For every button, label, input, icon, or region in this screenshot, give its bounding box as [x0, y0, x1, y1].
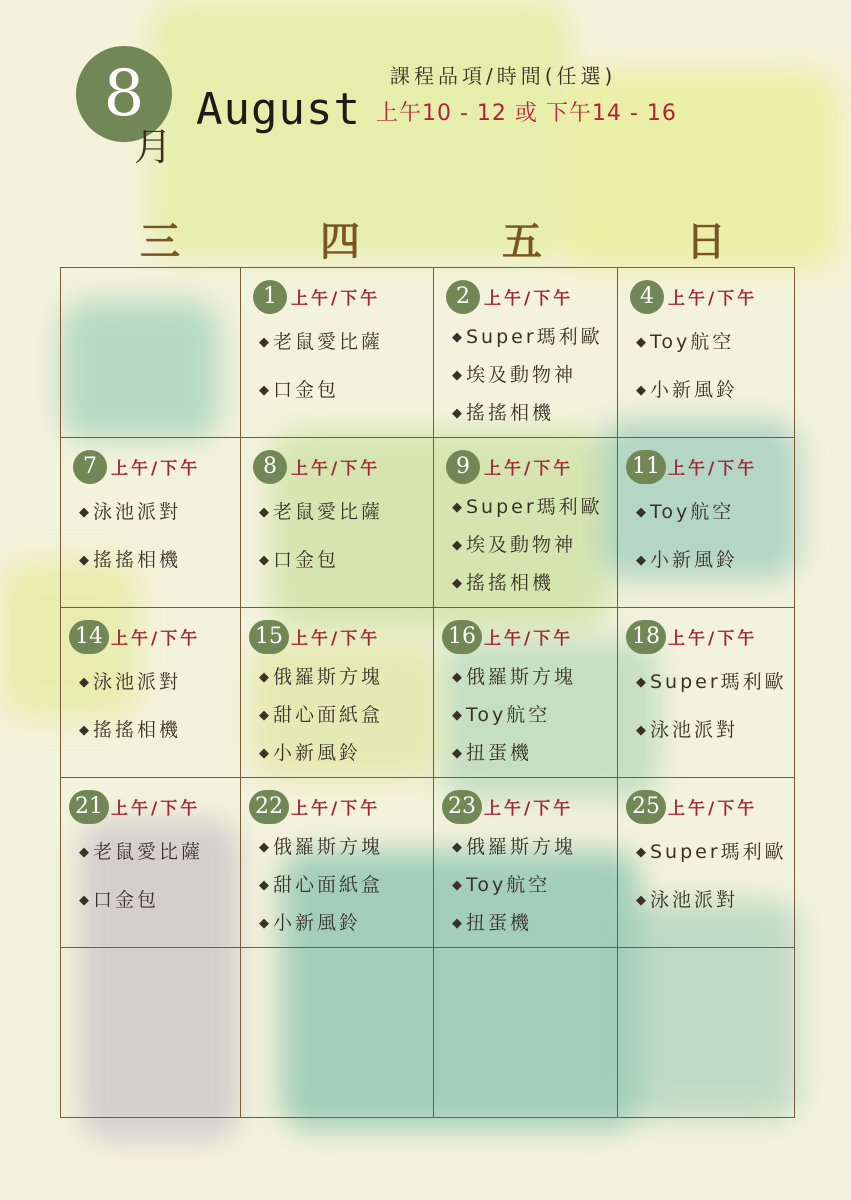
- course-name: Super瑪利歐: [466, 496, 603, 518]
- course-name: 扭蛋機: [466, 742, 533, 764]
- course-item[interactable]: [259, 734, 433, 772]
- course-list: [241, 318, 433, 414]
- day-header: [434, 608, 617, 658]
- day-header: [434, 438, 617, 488]
- calendar-day-cell[interactable]: [618, 778, 795, 948]
- diamond-bullet-icon: ◆: [452, 878, 462, 893]
- calendar-empty-cell: [618, 948, 795, 1118]
- course-name: Toy航空: [466, 704, 551, 726]
- calendar-day-cell[interactable]: [241, 438, 434, 608]
- day-number-badge: 11: [626, 450, 666, 484]
- course-item[interactable]: [79, 876, 240, 924]
- diamond-bullet-icon: ◆: [636, 553, 646, 568]
- course-item[interactable]: [452, 904, 617, 942]
- course-item[interactable]: [452, 828, 617, 866]
- course-item[interactable]: [452, 564, 617, 602]
- diamond-bullet-icon: ◆: [79, 553, 89, 568]
- course-name: Toy航空: [650, 331, 735, 353]
- diamond-bullet-icon: ◆: [79, 675, 89, 690]
- diamond-bullet-icon: ◆: [259, 916, 269, 931]
- course-list: [434, 318, 617, 432]
- course-name: 泳池派對: [93, 501, 182, 523]
- course-name: 小新風鈴: [273, 742, 362, 764]
- diamond-bullet-icon: ◆: [636, 675, 646, 690]
- diamond-bullet-icon: ◆: [452, 500, 462, 515]
- weekday-fri: 五: [502, 218, 542, 265]
- course-list: [241, 658, 433, 772]
- course-name: 俄羅斯方塊: [466, 836, 577, 858]
- month-number: 8: [103, 57, 145, 131]
- diamond-bullet-icon: ◆: [452, 576, 462, 591]
- course-title: 課程品項/時間(任選): [390, 64, 617, 88]
- course-name: Super瑪利歐: [650, 841, 787, 863]
- course-item[interactable]: [259, 828, 433, 866]
- session-label: 上午/下午: [484, 799, 574, 819]
- course-item[interactable]: [636, 366, 794, 414]
- day-number-badge: 14: [69, 620, 109, 654]
- course-list: [618, 828, 794, 924]
- course-list: [618, 318, 794, 414]
- course-item[interactable]: [636, 706, 794, 754]
- course-name: 埃及動物神: [466, 534, 577, 556]
- course-name: 搖搖相機: [93, 549, 182, 571]
- day-header: [618, 268, 794, 318]
- calendar-day-cell[interactable]: [241, 608, 434, 778]
- course-name: 俄羅斯方塊: [466, 666, 577, 688]
- course-list: [241, 488, 433, 584]
- day-number-badge: 25: [626, 790, 666, 824]
- diamond-bullet-icon: ◆: [259, 878, 269, 893]
- course-list: [618, 488, 794, 584]
- calendar-grid: [60, 267, 795, 1118]
- diamond-bullet-icon: ◆: [452, 916, 462, 931]
- diamond-bullet-icon: ◆: [636, 505, 646, 520]
- course-item[interactable]: [452, 394, 617, 432]
- session-label: 上午/下午: [111, 629, 201, 649]
- diamond-bullet-icon: ◆: [452, 538, 462, 553]
- weekday-thu: 四: [320, 218, 360, 265]
- day-number-badge: 8: [253, 450, 287, 484]
- course-item[interactable]: [259, 904, 433, 942]
- course-name: 口金包: [273, 549, 340, 571]
- session-label: 上午/下午: [291, 799, 381, 819]
- course-name: 俄羅斯方塊: [273, 666, 384, 688]
- course-item[interactable]: [452, 658, 617, 696]
- course-item[interactable]: [259, 536, 433, 584]
- diamond-bullet-icon: ◆: [259, 505, 269, 520]
- calendar-day-cell[interactable]: [434, 778, 618, 948]
- course-name: 泳池派對: [650, 719, 739, 741]
- day-number-badge: 22: [249, 790, 289, 824]
- session-label: 上午/下午: [668, 289, 758, 309]
- calendar-day-cell[interactable]: [618, 608, 795, 778]
- course-name: 小新風鈴: [273, 912, 362, 934]
- course-item[interactable]: [636, 876, 794, 924]
- weekday-sun: 日: [686, 218, 726, 265]
- day-header: [241, 608, 433, 658]
- course-list: [434, 828, 617, 942]
- day-header: [434, 778, 617, 828]
- course-name: 埃及動物神: [466, 364, 577, 386]
- calendar-week-row: [61, 268, 795, 438]
- course-item[interactable]: [452, 526, 617, 564]
- course-name: Super瑪利歐: [650, 671, 787, 693]
- course-item[interactable]: [452, 696, 617, 734]
- diamond-bullet-icon: ◆: [636, 723, 646, 738]
- diamond-bullet-icon: ◆: [79, 505, 89, 520]
- course-item[interactable]: [79, 706, 240, 754]
- diamond-bullet-icon: ◆: [79, 845, 89, 860]
- course-item[interactable]: [79, 828, 240, 876]
- course-item[interactable]: [79, 488, 240, 536]
- diamond-bullet-icon: ◆: [452, 670, 462, 685]
- course-item[interactable]: [452, 866, 617, 904]
- day-header: [61, 608, 240, 658]
- diamond-bullet-icon: ◆: [636, 383, 646, 398]
- course-item[interactable]: [259, 318, 433, 366]
- session-label: 上午/下午: [291, 289, 381, 309]
- course-item[interactable]: [452, 318, 617, 356]
- course-name: 搖搖相機: [466, 402, 555, 424]
- course-item[interactable]: [259, 658, 433, 696]
- course-item[interactable]: [259, 366, 433, 414]
- diamond-bullet-icon: ◆: [452, 840, 462, 855]
- course-name: 甜心面紙盒: [273, 704, 384, 726]
- course-item[interactable]: [452, 356, 617, 394]
- calendar-week-row: [61, 948, 795, 1118]
- diamond-bullet-icon: ◆: [79, 723, 89, 738]
- course-list: [618, 658, 794, 754]
- course-item[interactable]: [636, 488, 794, 536]
- calendar-empty-cell: [61, 948, 241, 1118]
- course-name: Toy航空: [466, 874, 551, 896]
- course-name: Super瑪利歐: [466, 326, 603, 348]
- calendar-day-cell[interactable]: [241, 778, 434, 948]
- diamond-bullet-icon: ◆: [452, 708, 462, 723]
- session-label: 上午/下午: [111, 799, 201, 819]
- diamond-bullet-icon: ◆: [259, 840, 269, 855]
- course-list: [241, 828, 433, 942]
- course-name: 泳池派對: [650, 889, 739, 911]
- course-list: [434, 488, 617, 602]
- weekday-row: [60, 210, 794, 265]
- day-header: [618, 778, 794, 828]
- diamond-bullet-icon: ◆: [259, 708, 269, 723]
- calendar-day-cell[interactable]: [434, 268, 618, 438]
- day-header: [61, 438, 240, 488]
- diamond-bullet-icon: ◆: [636, 845, 646, 860]
- day-header: [61, 778, 240, 828]
- course-list: [434, 658, 617, 772]
- diamond-bullet-icon: ◆: [259, 670, 269, 685]
- day-number-badge: 1: [253, 280, 287, 314]
- course-name: 俄羅斯方塊: [273, 836, 384, 858]
- day-header: [618, 608, 794, 658]
- day-header: [241, 438, 433, 488]
- course-item[interactable]: [452, 734, 617, 772]
- diamond-bullet-icon: ◆: [452, 746, 462, 761]
- day-number-badge: 21: [69, 790, 109, 824]
- day-number-badge: 23: [442, 790, 482, 824]
- course-name: 扭蛋機: [466, 912, 533, 934]
- calendar-day-cell[interactable]: [61, 778, 241, 948]
- day-number-badge: 15: [249, 620, 289, 654]
- session-label: 上午/下午: [668, 629, 758, 649]
- course-item[interactable]: [79, 658, 240, 706]
- calendar-day-cell[interactable]: [618, 268, 795, 438]
- calendar-week-row: [61, 438, 795, 608]
- day-number-badge: 16: [442, 620, 482, 654]
- calendar-day-cell[interactable]: [241, 268, 434, 438]
- course-name: 泳池派對: [93, 671, 182, 693]
- day-number-badge: 9: [446, 450, 480, 484]
- day-number-badge: 4: [630, 280, 664, 314]
- course-item[interactable]: [636, 658, 794, 706]
- session-label: 上午/下午: [484, 289, 574, 309]
- course-list: [61, 828, 240, 924]
- calendar-week-row: [61, 608, 795, 778]
- course-name: 甜心面紙盒: [273, 874, 384, 896]
- course-name: 搖搖相機: [93, 719, 182, 741]
- calendar-day-cell[interactable]: [434, 608, 618, 778]
- course-item[interactable]: [259, 866, 433, 904]
- course-item[interactable]: [636, 828, 794, 876]
- session-label: 上午/下午: [484, 629, 574, 649]
- session-label: 上午/下午: [291, 459, 381, 479]
- session-label: 上午/下午: [111, 459, 201, 479]
- diamond-bullet-icon: ◆: [259, 553, 269, 568]
- day-number-badge: 18: [626, 620, 666, 654]
- day-number-badge: 2: [446, 280, 480, 314]
- course-name: 小新風鈴: [650, 379, 739, 401]
- calendar-day-cell[interactable]: [434, 438, 618, 608]
- day-number-badge: 7: [73, 450, 107, 484]
- course-name: Toy航空: [650, 501, 735, 523]
- calendar-day-cell[interactable]: [61, 608, 241, 778]
- calendar-day-cell[interactable]: [618, 438, 795, 608]
- course-name: 口金包: [273, 379, 340, 401]
- weekday-wed: 三: [140, 218, 180, 265]
- course-item[interactable]: [259, 488, 433, 536]
- diamond-bullet-icon: ◆: [452, 330, 462, 345]
- diamond-bullet-icon: ◆: [452, 406, 462, 421]
- diamond-bullet-icon: ◆: [79, 893, 89, 908]
- course-name: 老鼠愛比薩: [93, 841, 204, 863]
- calendar-day-cell[interactable]: [61, 438, 241, 608]
- course-name: 老鼠愛比薩: [273, 501, 384, 523]
- month-name: August: [196, 84, 361, 135]
- diamond-bullet-icon: ◆: [259, 335, 269, 350]
- course-item[interactable]: [259, 696, 433, 734]
- course-name: 搖搖相機: [466, 572, 555, 594]
- course-name: 老鼠愛比薩: [273, 331, 384, 353]
- session-label: 上午/下午: [484, 459, 574, 479]
- course-item[interactable]: [79, 536, 240, 584]
- diamond-bullet-icon: ◆: [259, 383, 269, 398]
- day-header: [618, 438, 794, 488]
- course-list: [61, 488, 240, 584]
- day-header: [434, 268, 617, 318]
- diamond-bullet-icon: ◆: [636, 893, 646, 908]
- calendar-header: [0, 0, 851, 200]
- calendar-week-row: [61, 778, 795, 948]
- calendar-empty-cell: [434, 948, 618, 1118]
- calendar-empty-cell: [61, 268, 241, 438]
- calendar-empty-cell: [241, 948, 434, 1118]
- course-item[interactable]: [452, 488, 617, 526]
- diamond-bullet-icon: ◆: [452, 368, 462, 383]
- session-label: 上午/下午: [668, 459, 758, 479]
- course-list: [61, 658, 240, 754]
- diamond-bullet-icon: ◆: [636, 335, 646, 350]
- course-name: 口金包: [93, 889, 160, 911]
- session-label: 上午/下午: [291, 629, 381, 649]
- day-header: [241, 778, 433, 828]
- day-header: [241, 268, 433, 318]
- month-character: 月: [134, 125, 173, 169]
- session-label: 上午/下午: [668, 799, 758, 819]
- course-name: 小新風鈴: [650, 549, 739, 571]
- course-time: 上午10 - 12 或 下午14 - 16: [376, 101, 677, 126]
- course-item[interactable]: [636, 318, 794, 366]
- course-item[interactable]: [636, 536, 794, 584]
- diamond-bullet-icon: ◆: [259, 746, 269, 761]
